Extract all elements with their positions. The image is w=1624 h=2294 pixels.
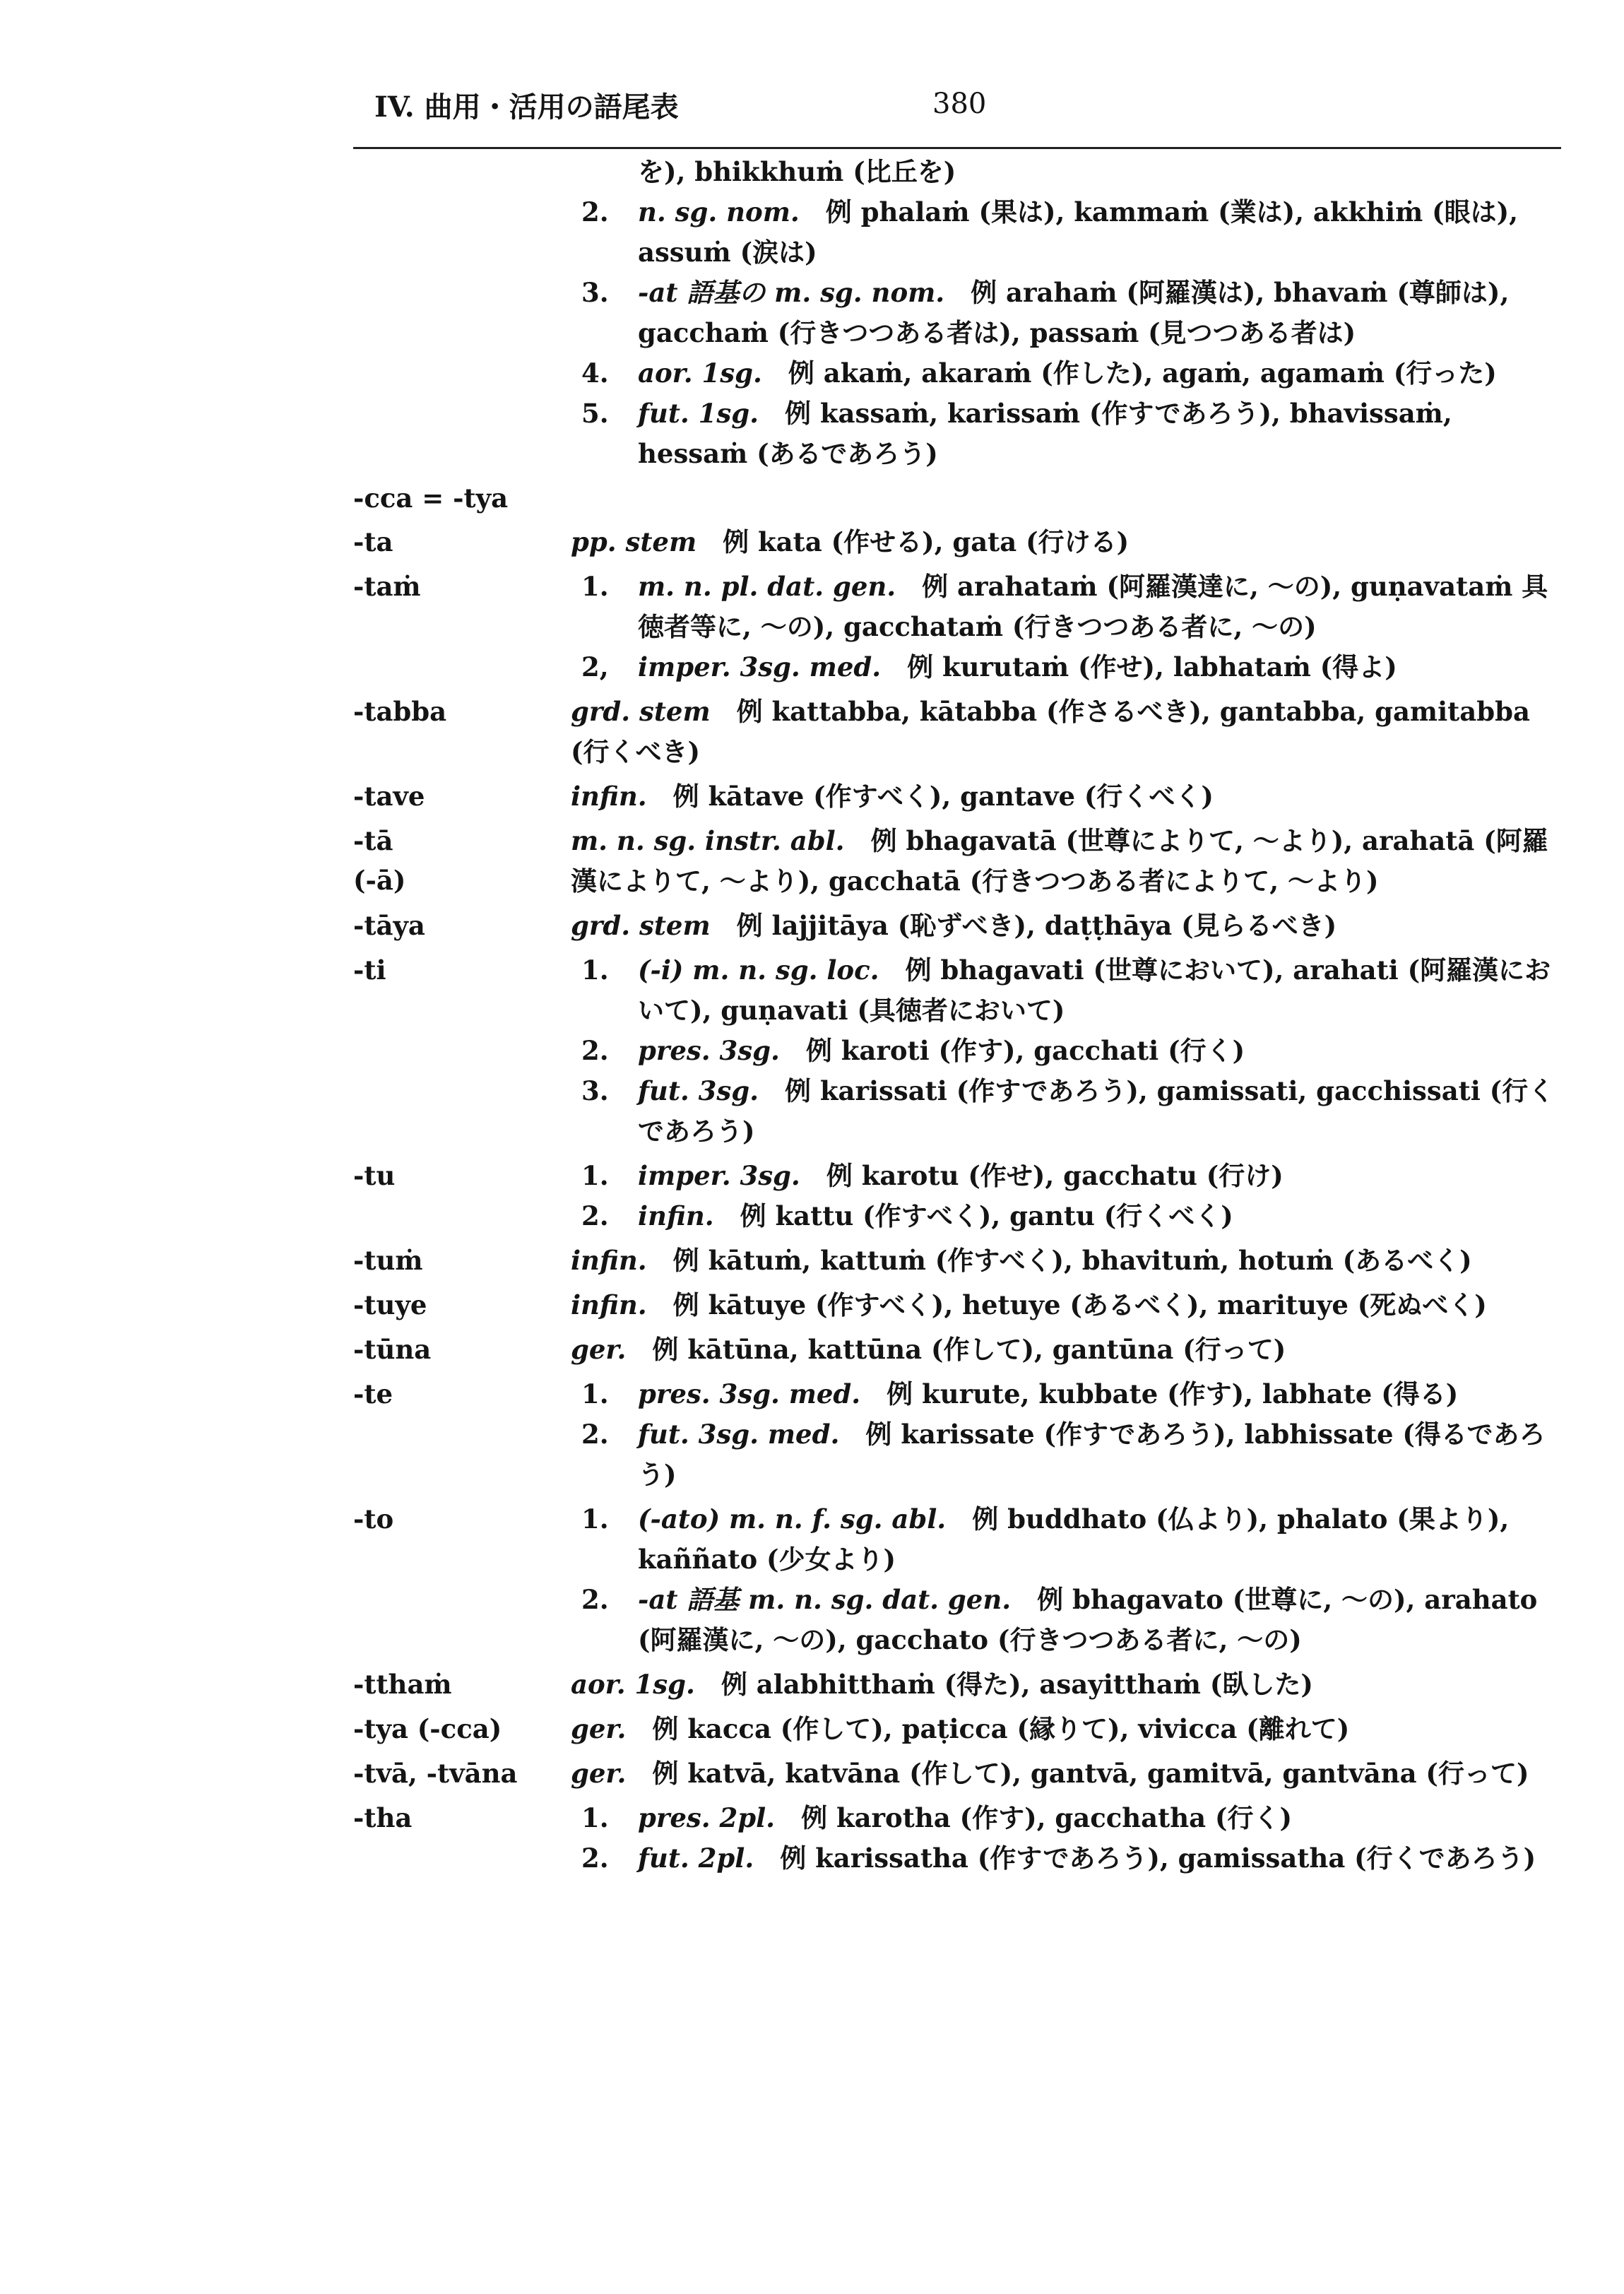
grammatical-label: pres. 2pl. (638, 1802, 776, 1833)
example-text: 例 akaṁ, akaraṁ (作した), agaṁ, agamaṁ (行った) (788, 357, 1497, 389)
entry-headword: -tuṁ (353, 1245, 423, 1276)
entry-headword: -tya (-cca) (353, 1713, 502, 1744)
sense-line (571, 152, 1560, 192)
grammatical-label: infin. (571, 1245, 647, 1276)
example-text: 例 bhagavati (世尊において), arahati (阿羅漢において), guṇavati (具徳者において) (638, 954, 1551, 1026)
entry-row (0, 1330, 1624, 1370)
entry-senses (571, 950, 1560, 1152)
sense-number: 2. (581, 1035, 609, 1066)
grammatical-label: fut. 2pl. (638, 1843, 754, 1874)
example-text: 例 karissate (作すであろう), labhissate (得るであろう) (638, 1419, 1546, 1490)
grammatical-label: ger. (571, 1713, 627, 1744)
sense-number: 2. (581, 1200, 609, 1231)
ending-table (0, 152, 1624, 1883)
sense-number: 1. (581, 1802, 609, 1833)
grammatical-label: (-i) m. n. sg. loc. (638, 954, 879, 986)
grammatical-label: m. n. pl. dat. gen. (638, 571, 896, 602)
entry-row (0, 1499, 1624, 1660)
grammatical-label: ger. (571, 1758, 627, 1789)
example-text: 例 kacca (作して), paṭicca (縁りて), vivicca (離れて) (652, 1713, 1350, 1744)
grammatical-label: grd. stem (571, 696, 711, 727)
sense-line (571, 353, 1560, 394)
example-text: 例 katvā, katvāna (作して), gantvā, gamitvā, gantvāna (行って) (652, 1758, 1529, 1789)
example-text: 例 karoti (作す), gacchati (行く) (805, 1035, 1245, 1066)
sense-number: 1. (581, 1503, 609, 1535)
sense-line (571, 522, 1560, 562)
header-rule (353, 147, 1561, 149)
sense-line (571, 1330, 1560, 1370)
sense-line (571, 1580, 1560, 1660)
sense-line (571, 394, 1560, 474)
sense-line (571, 1499, 1560, 1580)
sense-number: 4. (581, 357, 609, 389)
entry-senses (571, 821, 1560, 901)
grammatical-label: imper. 3sg. med. (638, 651, 882, 682)
entry-headword: -tvā, -tvāna (353, 1758, 518, 1789)
entry-senses (571, 1798, 1560, 1879)
grammatical-label: fut. 3sg. med. (638, 1419, 840, 1450)
entry-senses (571, 1499, 1560, 1660)
sense-line (571, 1071, 1560, 1152)
grammatical-label: infin. (638, 1200, 714, 1231)
example-text: 例 arahaṁ (阿羅漢は), bhavaṁ (尊師は), gacchaṁ (行きつつある者は), passaṁ (見つつある者は) (638, 277, 1510, 348)
example-text: 例 arahataṁ (阿羅漢達に, ～の), guṇavataṁ 具徳者等に, ～の), gacchataṁ (行きつつある者に, ～の) (638, 571, 1548, 642)
sense-number: 2. (581, 1419, 609, 1450)
entry-row (0, 1241, 1624, 1281)
example-text: を), bhikkhuṁ (比丘を) (638, 156, 956, 187)
entry-row (0, 821, 1624, 901)
entry-row (0, 906, 1624, 946)
entry-row (0, 478, 1624, 518)
sense-number: 2. (581, 1584, 609, 1615)
example-text: 例 lajjitāya (恥ずべき), daṭṭhāya (見らるべき) (736, 910, 1337, 941)
entry-senses (571, 1285, 1560, 1325)
entry-headword: -tuye (353, 1289, 427, 1320)
grammatical-label: pres. 3sg. med. (638, 1378, 861, 1409)
sense-line (571, 950, 1560, 1031)
entry-senses (571, 522, 1560, 562)
entry-headword: -tā (-ā) (353, 825, 406, 896)
entry-headword: -to (353, 1503, 394, 1535)
entry-headword: -tūna (353, 1334, 432, 1365)
sense-number: 1. (581, 954, 609, 986)
entry-senses (571, 692, 1560, 772)
entry-headword: -tu (353, 1160, 396, 1191)
example-text: 例 kattabba, kātabba (作さるべき), gantabba, gamitabba (行くべき) (571, 696, 1530, 767)
grammatical-label: pres. 3sg. (638, 1035, 780, 1066)
sense-line (571, 192, 1560, 273)
entry-row (0, 950, 1624, 1152)
entry-headword: -tave (353, 781, 425, 812)
entry-headword: -tabba (353, 696, 447, 727)
entry-row (0, 1156, 1624, 1236)
grammatical-label: infin. (571, 1289, 647, 1320)
sense-line (571, 1838, 1560, 1879)
grammatical-label: -at 語基 m. n. sg. dat. gen. (638, 1584, 1012, 1615)
sense-number: 3. (581, 1075, 609, 1106)
grammatical-label: ger. (571, 1334, 627, 1365)
grammatical-label: m. n. sg. instr. abl. (571, 825, 845, 856)
grammatical-label: n. sg. nom. (638, 196, 800, 227)
grammatical-label: grd. stem (571, 910, 711, 941)
example-text: 例 buddhato (仏より), phalato (果より), kaññato (少女より) (638, 1503, 1510, 1575)
example-text: 例 kata (作せる), gata (行ける) (723, 526, 1130, 557)
sense-line (571, 1754, 1560, 1794)
entry-row (0, 776, 1624, 817)
example-text: 例 kurutaṁ (作せ), labhataṁ (得よ) (907, 651, 1397, 682)
entry-senses (571, 1374, 1560, 1495)
sense-line (571, 647, 1560, 687)
entry-headword: -ti (353, 954, 386, 986)
sense-line (571, 1241, 1560, 1281)
example-text: 例 kattu (作すべく), gantu (行くべく) (740, 1200, 1233, 1231)
grammatical-label: -at 語基の m. sg. nom. (638, 277, 945, 308)
example-text: 例 kātūna, kattūna (作して), gantūna (行って) (652, 1334, 1286, 1365)
sense-line (571, 776, 1560, 817)
example-text: 例 karotu (作せ), gacchatu (行け) (826, 1160, 1284, 1191)
grammatical-label: pp. stem (571, 526, 697, 557)
sense-line (571, 692, 1560, 772)
sense-line (571, 567, 1560, 647)
sense-number: 1. (581, 1160, 609, 1191)
entry-headword: -tha (353, 1802, 413, 1833)
entry-row (0, 692, 1624, 772)
entry-row (0, 1374, 1624, 1495)
example-text: 例 kurute, kubbate (作す), labhate (得る) (887, 1378, 1459, 1409)
entry-senses (571, 906, 1560, 946)
sense-line (571, 1156, 1560, 1196)
sense-number: 2, (581, 651, 609, 682)
entry-headword: -ta (353, 526, 393, 557)
sense-number: 2. (581, 1843, 609, 1874)
entry-row (0, 522, 1624, 562)
entry-senses (571, 1241, 1560, 1281)
sense-line (571, 1031, 1560, 1071)
entry-senses (571, 1330, 1560, 1370)
page-number: 380 (932, 88, 987, 120)
grammatical-label: aor. 1sg. (571, 1669, 695, 1700)
entry-row (0, 152, 1624, 474)
grammatical-label: infin. (571, 781, 647, 812)
sense-line (571, 1285, 1560, 1325)
entry-senses (571, 1665, 1560, 1705)
grammatical-label: imper. 3sg. (638, 1160, 800, 1191)
sense-line (571, 1798, 1560, 1838)
entry-senses (571, 1754, 1560, 1794)
entry-row (0, 1709, 1624, 1749)
example-text: 例 karissati (作すであろう), gamissati, gacchissati (行くであろう) (638, 1075, 1555, 1147)
entry-headword: -tthaṁ (353, 1669, 452, 1700)
entry-senses (571, 152, 1560, 474)
page-header (353, 85, 1561, 152)
example-text: 例 karotha (作す), gacchatha (行く) (801, 1802, 1292, 1833)
entry-headword: -taṁ (353, 571, 421, 602)
sense-line (571, 1196, 1560, 1236)
example-text: 例 kassaṁ, karissaṁ (作すであろう), bhavissaṁ, hessaṁ (あるであろう) (638, 398, 1452, 469)
grammatical-label: fut. 3sg. (638, 1075, 759, 1106)
example-text: 例 bhagavatā (世尊によりて, ～より), arahatā (阿羅漢によりて, ～より), gacchatā (行きつつある者によりて, ～より) (571, 825, 1548, 897)
sense-number: 3. (581, 277, 609, 308)
example-text: 例 bhagavato (世尊に, ～の), arahato (阿羅漢に, ～の), gacchato (行きつつある者に, ～の) (638, 1584, 1538, 1655)
grammatical-label: (-ato) m. n. f. sg. abl. (638, 1503, 947, 1535)
example-text: 例 phalaṁ (果は), kammaṁ (業は), akkhiṁ (眼は), assuṁ (涙は) (638, 196, 1519, 268)
entry-senses (571, 567, 1560, 687)
entry-headword: -cca = -tya (353, 483, 509, 514)
sense-line (571, 1374, 1560, 1414)
example-text: 例 kātave (作すべく), gantave (行くべく) (672, 781, 1214, 812)
example-text: 例 karissatha (作すであろう), gamissatha (行くであろう) (780, 1843, 1536, 1874)
entry-row (0, 1798, 1624, 1879)
entry-senses (571, 478, 1560, 518)
entry-row (0, 567, 1624, 687)
example-text: 例 kātuye (作すべく), hetuye (あるべく), marituye (死ぬべく) (672, 1289, 1487, 1320)
sense-line (571, 1414, 1560, 1495)
grammatical-label: fut. 1sg. (638, 398, 759, 429)
entry-row (0, 1665, 1624, 1705)
sense-number: 1. (581, 571, 609, 602)
sense-line (571, 1709, 1560, 1749)
entry-senses (571, 1156, 1560, 1236)
grammatical-label: aor. 1sg. (638, 357, 762, 389)
entry-headword: -te (353, 1378, 393, 1409)
sense-line (571, 273, 1560, 353)
sense-line (571, 1665, 1560, 1705)
sense-number: 1. (581, 1378, 609, 1409)
section-title: IV. 曲用・活用の語尾表 (374, 90, 679, 124)
entry-headword: -tāya (353, 910, 425, 941)
entry-row (0, 1754, 1624, 1794)
sense-number: 5. (581, 398, 609, 429)
sense-line (571, 906, 1560, 946)
example-text: 例 kātuṁ, kattuṁ (作すべく), bhavituṁ, hotuṁ (あるべく) (672, 1245, 1472, 1276)
example-text: 例 alabhitthaṁ (得た), asayitthaṁ (臥した) (721, 1669, 1313, 1700)
entry-senses (571, 1709, 1560, 1749)
entry-senses (571, 776, 1560, 817)
sense-line (571, 821, 1560, 901)
sense-number: 2. (581, 196, 609, 227)
entry-row (0, 1285, 1624, 1325)
